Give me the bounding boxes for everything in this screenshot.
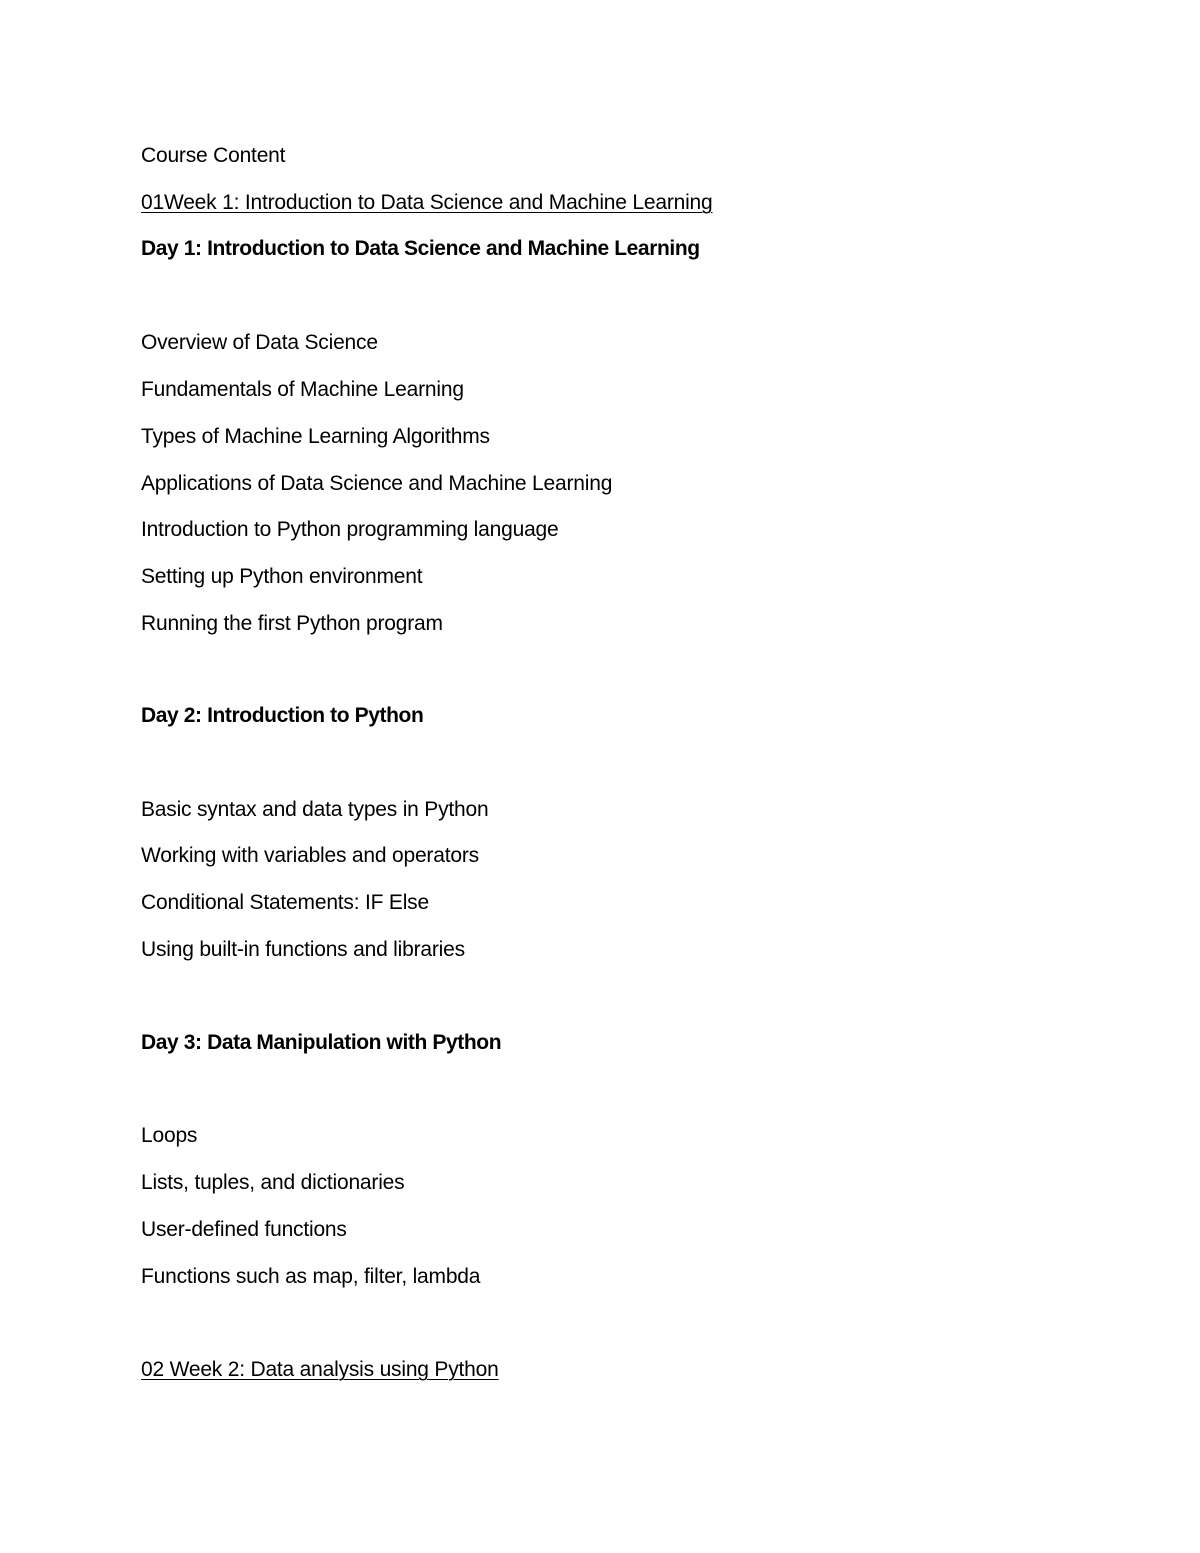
day-1-heading: Day 1: Introduction to Data Science and Machine Learning (141, 237, 700, 260)
day-1-item: Fundamentals of Machine Learning (141, 378, 464, 401)
day-3-item: User-defined functions (141, 1218, 347, 1241)
day-2-heading: Day 2: Introduction to Python (141, 704, 424, 727)
day-1-item: Running the first Python program (141, 612, 443, 635)
week-1-heading: 01Week 1: Introduction to Data Science and Machine Learning (141, 191, 713, 214)
document-title: Course Content (141, 144, 286, 167)
day-3-heading: Day 3: Data Manipulation with Python (141, 1031, 502, 1054)
day-2-item: Conditional Statements: IF Else (141, 891, 429, 914)
day-2-item: Basic syntax and data types in Python (141, 798, 489, 821)
day-1-item: Introduction to Python programming language (141, 518, 559, 541)
day-1-item: Overview of Data Science (141, 331, 378, 354)
day-2-item: Working with variables and operators (141, 844, 479, 867)
day-1-item: Applications of Data Science and Machine Learning (141, 472, 613, 495)
day-3-item: Loops (141, 1124, 198, 1147)
day-1-item: Types of Machine Learning Algorithms (141, 425, 490, 448)
week-2-heading: 02 Week 2: Data analysis using Python (141, 1358, 499, 1381)
day-2-item: Using built-in functions and libraries (141, 938, 465, 961)
day-1-item: Setting up Python environment (141, 565, 423, 588)
day-3-item: Lists, tuples, and dictionaries (141, 1171, 405, 1194)
day-3-item: Functions such as map, filter, lambda (141, 1265, 481, 1288)
